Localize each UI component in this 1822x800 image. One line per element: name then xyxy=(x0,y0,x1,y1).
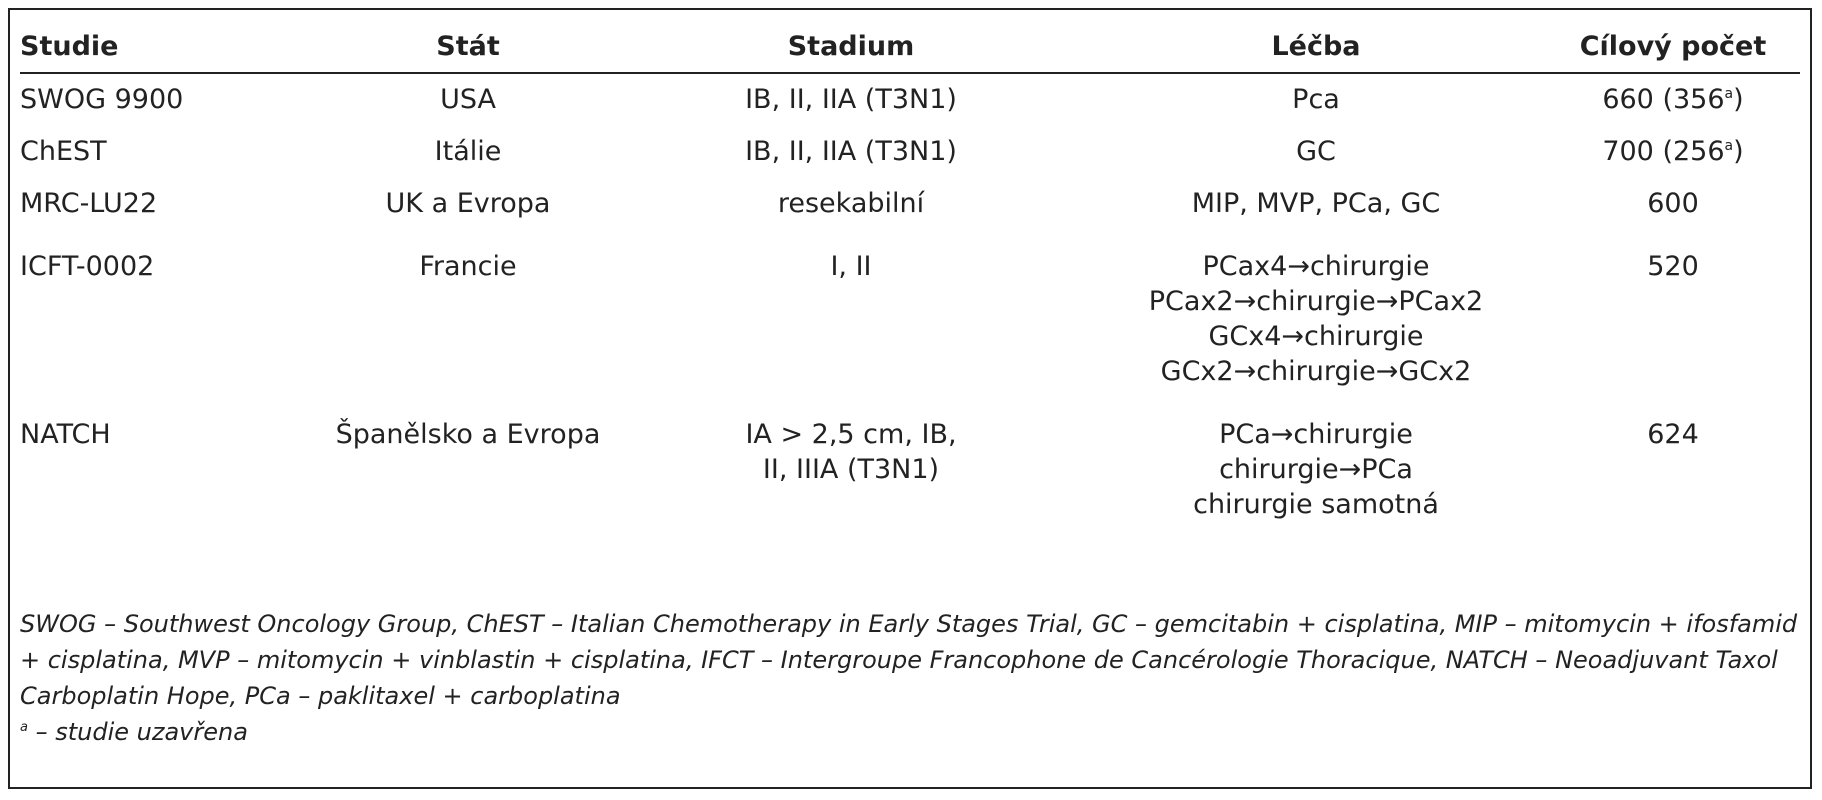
table-row xyxy=(20,178,1800,241)
cell-stage xyxy=(616,178,1086,241)
cell-target xyxy=(1546,73,1800,126)
cell-stage xyxy=(616,73,1086,126)
table-row xyxy=(20,73,1800,126)
cell-study: ChEST xyxy=(20,136,107,167)
treatment-line: PCax4→chirurgie xyxy=(1202,251,1430,282)
cell-state: Itálie xyxy=(434,136,502,167)
cell-treatment xyxy=(1086,178,1546,241)
treatment-line: GCx4→chirurgie xyxy=(1208,321,1424,352)
cell-target xyxy=(1546,178,1800,241)
treatment-line: PCax2→chirurgie→PCax2 xyxy=(1148,286,1484,317)
header-studie: Studie xyxy=(20,20,320,73)
table-row xyxy=(20,126,1800,178)
target-footnote-mark: a xyxy=(1724,138,1734,154)
footnote-mark: a xyxy=(20,720,28,735)
header-lecba: Léčba xyxy=(1086,20,1546,73)
cell-target xyxy=(1546,126,1800,178)
treatment-line: MIP, MVP, PCa, GC xyxy=(1191,188,1441,219)
table-row xyxy=(20,409,1800,542)
cell-study: ICFT-0002 xyxy=(20,251,155,282)
stage-line: IA > 2,5 cm, IB, xyxy=(745,419,957,450)
treatment-line: Pca xyxy=(1292,84,1340,115)
cell-stage xyxy=(616,241,1086,409)
cell-state: Španělsko a Evropa xyxy=(335,419,601,450)
cell-study: MRC-LU22 xyxy=(20,188,158,219)
cell-state: Francie xyxy=(419,251,517,282)
cell-stage xyxy=(616,126,1086,178)
abbreviations-note: SWOG – Southwest Oncology Group, ChEST – Italian Chemotherapy in Early Stages Trial, GC – gemcitabin + cisplatina, MIP – mitomycin + ifosfamid + cisplatina, MVP – mitomycin + vinblastin + cisplatina, IFCT – Intergroupe Francophone de Cancérologie Thoracique, NATCH – Neoadjuvant Taxol Carboplatin Hope, PCa – paklitaxel + carboplatina xyxy=(20,610,1798,710)
target-value: 700 (256 xyxy=(1602,136,1725,167)
cell-state: UK a Evropa xyxy=(385,188,551,219)
header-stat: Stát xyxy=(320,20,616,73)
footnote xyxy=(20,714,1800,750)
treatment-line: GC xyxy=(1296,136,1336,167)
target-value: 660 (356 xyxy=(1602,84,1725,115)
treatment-line: PCa→chirurgie xyxy=(1219,419,1413,450)
stage-line: IB, II, IIA (T3N1) xyxy=(745,136,957,167)
target-value: 520 xyxy=(1647,251,1699,282)
treatment-line: chirurgie samotná xyxy=(1193,489,1439,520)
cell-treatment xyxy=(1086,126,1546,178)
target-value: 624 xyxy=(1647,419,1699,450)
target-footnote-mark: a xyxy=(1724,86,1734,102)
cell-target xyxy=(1546,241,1800,409)
treatment-line: GCx2→chirurgie→GCx2 xyxy=(1160,356,1472,387)
table-row xyxy=(20,241,1800,409)
stage-line: IB, II, IIA (T3N1) xyxy=(745,84,957,115)
cell-treatment xyxy=(1086,73,1546,126)
footnote-text: – studie uzavřena xyxy=(27,718,248,746)
target-value: 600 xyxy=(1647,188,1699,219)
cell-state: USA xyxy=(440,84,496,115)
target-close: ) xyxy=(1733,136,1744,167)
cell-target xyxy=(1546,409,1800,542)
cell-study: NATCH xyxy=(20,419,111,450)
cell-stage xyxy=(616,409,1086,542)
header-cilovy-pocet: Cílový počet xyxy=(1546,20,1800,73)
cell-treatment xyxy=(1086,241,1546,409)
header-stadium: Stadium xyxy=(616,20,1086,73)
table-notes xyxy=(20,606,1800,750)
target-close: ) xyxy=(1733,84,1744,115)
stage-line: resekabilní xyxy=(777,188,925,219)
cell-treatment xyxy=(1086,409,1546,542)
treatment-line: chirurgie→PCa xyxy=(1219,454,1413,485)
stage-line: I, II xyxy=(830,251,872,282)
table-header-row xyxy=(20,20,1800,73)
cell-study: SWOG 9900 xyxy=(20,84,184,115)
trials-table xyxy=(20,20,1800,542)
stage-line: II, IIIA (T3N1) xyxy=(762,454,940,485)
